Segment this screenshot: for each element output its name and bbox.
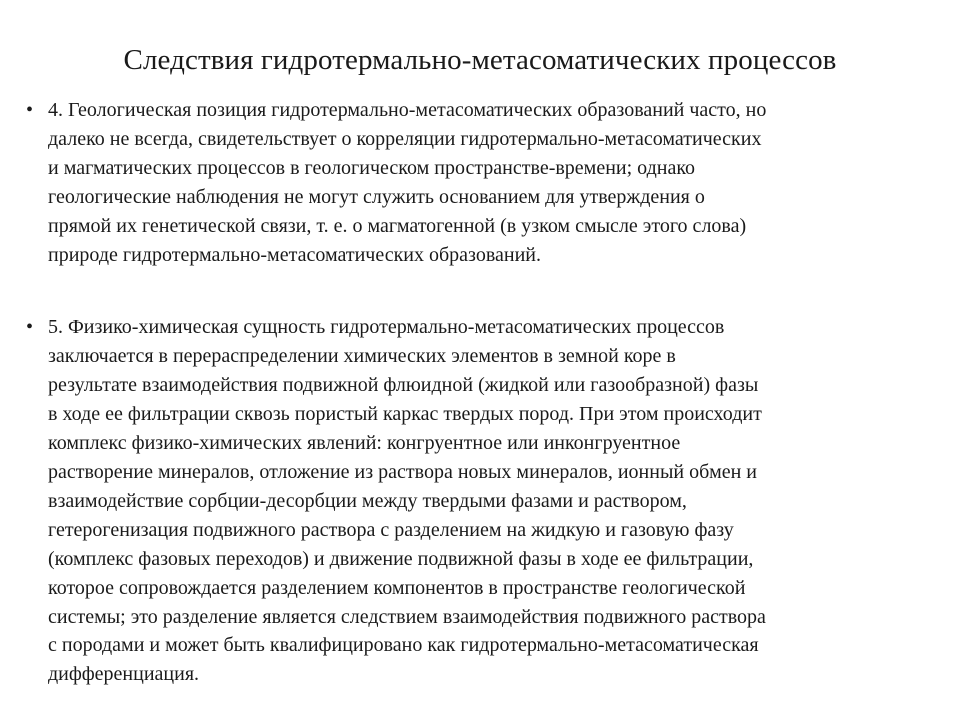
slide-title: Следствия гидротермально-метасоматических процессов xyxy=(123,44,837,76)
bullet-dot: • xyxy=(26,99,34,121)
text-line: дифференциация. xyxy=(48,663,200,686)
text-line: взаимодействие сорбции-десорбции между твердыми фазами и раствором, xyxy=(48,489,687,512)
bullet-list xyxy=(26,96,946,689)
text-line: с породами и может быть квалифицировано как гидротермально-метасоматическая xyxy=(48,634,759,657)
text-line: которое сопровождается разделением компонентов в пространстве геологической xyxy=(48,576,746,599)
bullet-item-5 xyxy=(26,313,946,689)
bullet-item-4 xyxy=(26,96,946,269)
text-line: прямой их генетической связи, т. е. о магматогенной (в узком смысле этого слова) xyxy=(48,214,747,237)
text-line: геологические наблюдения не могут служить основанием для утверждения о xyxy=(48,185,705,208)
text-line: (комплекс фазовых переходов) и движение подвижной фазы в ходе ее фильтрации, xyxy=(48,547,754,570)
text-line: и магматических процессов в геологическом пространстве-времени; однако xyxy=(48,156,696,179)
text-line: заключается в перераспределении химических элементов в земной коре в xyxy=(48,345,676,368)
text-line: в ходе ее фильтрации сквозь пористый каркас твердых пород. При этом происходит xyxy=(48,403,762,426)
text-line: гетерогенизация подвижного раствора с разделением на жидкую и газовую фазу xyxy=(48,518,734,541)
text-line: далеко не всегда, свидетельствует о корреляции гидротермально-метасоматических xyxy=(48,127,762,150)
text-line: 4. Геологическая позиция гидротермально-метасоматических образований часто, но xyxy=(48,99,767,121)
text-line: системы; это разделение является следствием взаимодействия подвижного раствора xyxy=(48,605,766,628)
text-line: 5. Физико-химическая сущность гидротермально-метасоматических процессов xyxy=(48,316,725,339)
text-line: результате взаимодействия подвижной флюидной (жидкой или газообразной) фазы xyxy=(48,374,759,397)
text-line: природе гидротермально-метасоматических образований. xyxy=(48,243,541,266)
text-line: комплекс физико-химических явлений: конгруентное или инконгруентное xyxy=(48,432,681,455)
bullet-dot: • xyxy=(26,316,34,339)
text-line: растворение минералов, отложение из раствора новых минералов, ионный обмен и xyxy=(48,460,758,483)
